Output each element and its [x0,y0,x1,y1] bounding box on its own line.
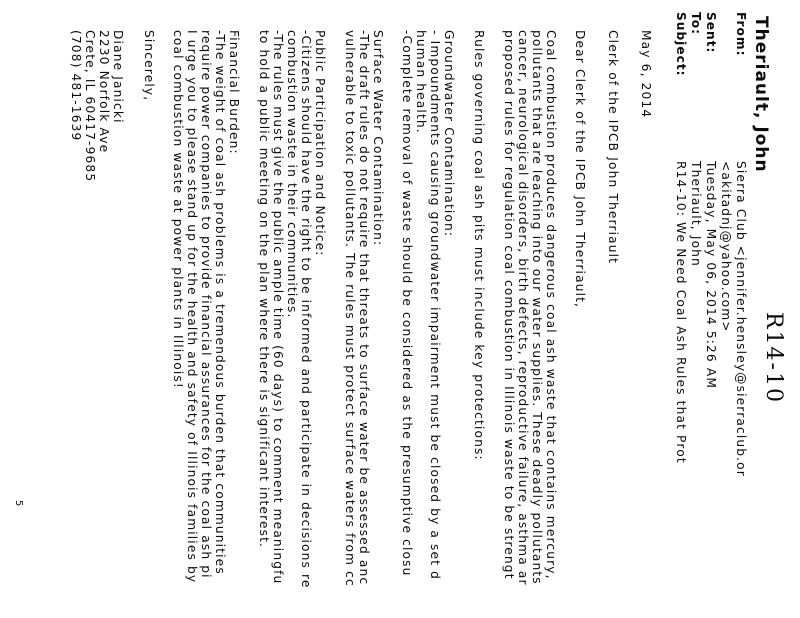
public-participation-line: combustion waste in their communities. [285,30,299,319]
sign-off: Sincerely, [142,30,156,102]
to-value: Theriault, John [689,161,703,267]
financial-burden-line: require power companies to provide financial assurances for the coal ash pi [199,30,213,579]
groundwater-line: -Complete removal of waste should be considered as the presumptive closu [400,30,414,577]
financial-burden-line: -The weight of coal ash problems is a tremendous burden that communities [213,30,227,575]
surface-water-heading: Surface Water Contamination: [371,30,385,247]
subject-label: Subject: [674,12,688,77]
groundwater-line: human health. [414,30,428,134]
salutation: Dear Clerk of the IPCB John Therriault, [573,30,587,309]
signature-address: 2230 Norfolk Ave [97,30,111,154]
surface-water-line: vulnerable to toxic pollutants. The rules must protect surface waters from cc [343,30,357,587]
sent-value: Tuesday, May 06, 2014 5:26 AM [704,161,718,389]
from-value-email: <akitadnj@yahoo.com> [719,161,733,333]
groundwater-heading: Groundwater Contamination: [442,30,456,238]
groundwater-line: - Impoundments causing groundwater impairment must be closed by a set d [428,30,442,581]
letter-date: May 6, 2014 [639,30,653,119]
intro-line: Coal combustion produces dangerous coal ash waste that contains mercury, [544,30,558,580]
from-label: From: [734,12,748,57]
public-participation-line: to hold a public meeting on the plan where there is significant interest. [257,30,271,549]
intro-line: pollutants that are leaching into our water supplies. These deadly pollutants [530,30,544,585]
public-participation-line: -Citizens should have the right to be informed and participate in decisions re [299,30,313,589]
signature-phone: (708) 481-1639 [69,30,83,142]
key-protections-line: Rules governing coal ash pits must include key protections: [472,30,486,461]
sent-label: Sent: [704,12,718,54]
signature-city: Crete, IL 60417-9685 [83,30,97,183]
addressee-line: Clerk of the IPCB John Therriault [606,30,620,265]
signature-name: Diane Janicki [111,30,125,124]
closing-line: I urge you to please stand up for the health and safety of Illinois families by [185,30,199,584]
sender-name: Theriault, John [751,16,771,173]
intro-line: cancer, neurological disorders, birth defects, reproductive failure, asthma ar [516,30,530,586]
public-participation-heading: Public Participation and Notice: [313,30,327,257]
financial-burden-heading: Financial Burden: [227,30,241,155]
public-participation-line: -The rules must give the public ample time (60 days) to comment meaningfu [271,30,285,585]
to-label: To: [689,12,703,35]
page-mark: 5 [13,500,24,507]
subject-value: R14-10: We Need Coal Ash Rules that Prot [674,161,688,464]
surface-water-line: -The draft rules do not require that threats to surface water be assessed anc [357,30,371,586]
closing-line: coal combustion waste at power plants in Illinois! [171,30,185,389]
from-value: Sierra Club <jennifer.hensley@sierraclub.or [734,161,748,477]
document-number: R14-10 [761,312,786,404]
intro-line: proposed rules for regulation coal combustion in Illinois waste to be strengt [502,30,516,580]
